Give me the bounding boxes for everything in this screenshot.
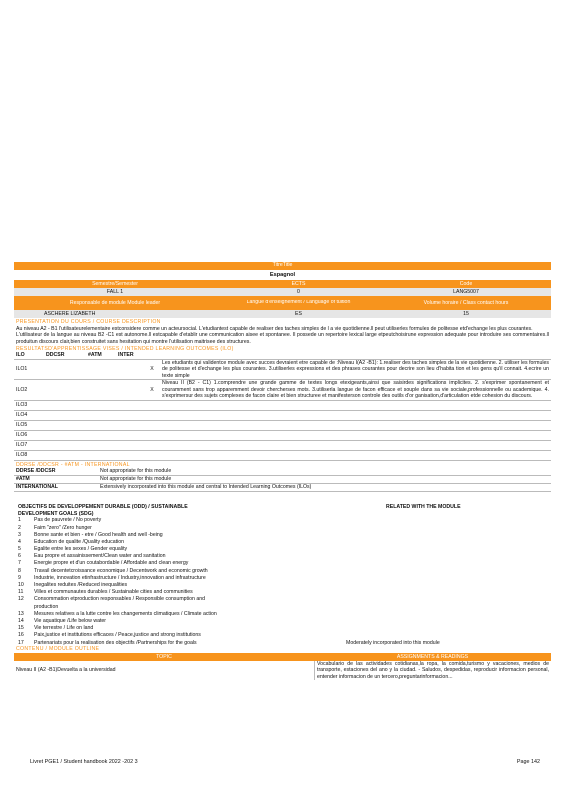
ilo-id: ILO4 [16,411,28,418]
presentation-paragraph-2: L'utilisateur de la langue au niveau B2 -C1 est autonome.ll estcapable d'etablir une communication aisee et spontanee. Il possede un repertoire lexical large etpeutchoisirune expression adequate pour introduire ses commentaires.ll produitun discours clair,bien construitet sans hesitation qui montre l'utilisation maitrisee des structures. [16,332,549,345]
odd-number: 16 [18,632,24,639]
ddcsr-label: DDRSE /DDCSR [16,468,56,475]
ects-value: 0 [297,288,300,295]
responsible-value-row [14,310,551,318]
ilo-row [14,451,551,461]
semester-value: FALL 1 [106,288,124,295]
odd-goal: Bonne sante et bien - etre / Good health and well -being [34,531,163,538]
ddcsr-heading: DDRSE /DDCSR - #ATM - INTERNATIONAL [16,461,130,468]
odd-number: 5 [18,546,21,553]
odd-goal: Paix,justice et institutions efficaces / Peace,justice and strong institutions [34,632,201,639]
ilo-rows [14,360,551,461]
hours-value: 15 [463,310,469,317]
ddcsr-rows [14,468,551,492]
responsible-label: Responsable de module Module leader [69,299,161,306]
ilo-row [14,401,551,411]
responsible-value: ASCHERE LIZABETH [44,310,96,317]
ilo-id: ILO2 [16,386,28,393]
odd-rows [14,517,551,646]
odd-row [14,610,551,617]
content-heading: CONTENU / MODULE OUTLINE [16,646,100,653]
ilo-row [14,421,551,431]
presentation-paragraph-1: Au niveau A2 - B1 l'utilisateurelementaire estconsidere comme un acteursocial. L'etudiantest capable de realiser des taches simples de l a vie quotidienne.ll peut utiliserles formules de politesse etd'echange les plus courantes. [16,325,533,332]
ects-label: ECTS [291,280,306,287]
course-sheet [14,262,551,680]
odd-number: 7 [18,560,21,567]
topic-label: TOPIC [156,653,172,660]
odd-goal: Consommation etproduction responsables / Responsible consumption and [34,596,206,603]
odd-number: 6 [18,553,21,560]
ilo-row [14,411,551,421]
ilo-mark: X [150,366,154,372]
odd-row [14,524,551,531]
code-value: LANG5007 [453,288,479,295]
odd-number: 14 [18,617,24,624]
odd-heading-2: DEVELOPMENT GOALS (SDG) [18,510,94,517]
odd-goal: Travail decentetcroissance economique / Decentwork and economic growth [34,567,208,574]
ilo-description: Niveau II (B2 - C1) 1.comprendre une grande gamme de textes longs etexigeants,ainsi que saisirdes significations implicites. 2. s'exprimer spontanement et couramment sans trop apparemment devoir chercherses mots. 3.utiliserla langue de facon efficace et souple dans sa vie sociale,professionnelle ou academique. 4. s'exprimersur des sujets complexes de facon claire et bien structuree et manifesterson controle des outils d'or ganisation,d'articulation etde cohesion du discours. [162,380,549,399]
semester-header-row [14,280,551,288]
odd-number: 10 [18,582,24,589]
assignments-value: Vocabulario de las actividades cotidianas,la ropa, la comida,turismo y vacaciones, medios de transporte, estaciones del ano y la ciudad. - Saludos, despedidas, reproducir informacion personal, entender informacion de un tercero,preguntarinformacion... [314,661,551,681]
odd-number: 15 [18,625,24,632]
odd-number: 8 [18,567,21,574]
ilo-col-ddcsr: DDCSR [46,352,65,359]
odd-goal: Energie propre et d'un coutabordable / Affordable and clean energy [34,560,189,567]
ddcsr-value: Extensively incorporated into this module and central to Intended Learning Outcomes (ILOs) [100,484,312,491]
odd-number: 11 [18,589,24,596]
odd-row [14,596,551,603]
odd-row [14,625,551,632]
odd-goal: Partenariats pour la realisation des objectifs /Partnerships for the goals [34,639,197,646]
odd-number: 2 [18,524,21,531]
ilo-row [14,380,551,401]
odd-goal: Eau propre et assainissement/Clean water and sanitation [34,553,166,560]
ddcsr-label: #ATM [16,476,30,483]
ilo-row [14,360,551,381]
odd-related: Moderately incorporated into this module [346,639,440,646]
ilo-id: ILO5 [16,421,28,428]
ddcsr-value: Not appropriate for this module [100,476,172,483]
odd-row [14,639,551,646]
odd-row [14,603,551,610]
ddcsr-row [14,476,551,484]
ilo-id: ILO6 [16,431,28,438]
odd-number: 13 [18,610,24,617]
ilo-description: Les etudiants qui validentce module avec succes devraient etre capable de :Niveau I(A2 -B1): 1.realiser des taches simples de la vie quotidienne. 2. utiliser les formules de politesse et d'echange les plus courantes. 3.utiliserles expressions et des phrases courantes pour decrire son lieu d'habita tion et les gens qu'il connait. 4.ecrire un texte simple [162,359,549,379]
ilo-col-atm: #ATM [88,352,102,359]
course-title: Espagnol [269,271,296,278]
odd-goal: production [34,603,59,610]
odd-row [14,531,551,538]
language-label: Langue d'enseignement / Language of tuition [246,300,351,306]
odd-number: 12 [18,596,24,603]
odd-row [14,553,551,560]
ilo-col-inter: INTER [118,352,134,359]
presentation-heading: PRESENTATION DU COURS / COURSE DESCRIPTION [16,319,161,325]
semester-value-row [14,288,551,296]
odd-row [14,618,551,625]
odd-row [14,582,551,589]
odd-number: 1 [18,517,21,524]
odd-goal: Inegalites reduites /Reduced inequalities [34,582,128,589]
odd-row [14,560,551,567]
ilo-header-row [14,353,551,360]
odd-goal: Education de qualite /Quality education [34,538,124,545]
topic-value: Niveau II (A2 -B1)Devuelta a la universidad [16,667,116,674]
odd-number: 4 [18,538,21,545]
odd-number: 3 [18,531,21,538]
ilo-col-ilo: ILO [16,352,25,359]
odd-row [14,575,551,582]
odd-heading-1: OBJECTIFS DE DEVELOPPEMENT DURABLE (ODD) / SUSTAINABLE [18,504,188,510]
ilo-id: ILO7 [16,441,28,448]
responsible-header-row [14,296,551,310]
odd-goal: Pas de pauvrete / No poverty [34,517,102,524]
odd-number: 9 [18,574,21,581]
assignments-label: ASSIGNMENTS & READINGS [396,653,469,660]
title-value-row [14,270,551,280]
footer-left: Livret PGE1 / Student handbook 2022 -202 3 [30,759,138,765]
odd-goal: Villes et communautes durables / Sustainable cities and communities [34,589,193,596]
odd-number: 17 [18,639,24,646]
odd-row [14,589,551,596]
odd-goal: Mesures relatives a la lutte contre les changements climatiques / Climate action [34,610,217,617]
ddcsr-label: INTERNATIONAL [16,484,58,491]
code-label: Code [459,280,473,287]
content-row [14,661,551,681]
odd-goal: Faim "zero" /Zero hunger [34,524,92,531]
odd-row [14,517,551,524]
ilo-row [14,441,551,451]
ilo-id: ILO8 [16,451,28,458]
page-number: Page 142 [516,759,540,765]
odd-heading-related: RELATED WITH THE MODULE [386,504,461,510]
odd-goal: Vie aquatique /Life below water [34,617,107,624]
odd-row [14,546,551,553]
ilo-row [14,431,551,441]
ilo-id: ILO1 [16,366,28,372]
title-label-row [14,262,551,270]
ddcsr-row [14,468,551,476]
odd-header [14,504,551,517]
content-header-row [14,653,551,661]
title-label: TitreTitle [272,262,293,268]
semester-label: Semestre/Semester [92,280,138,287]
ilo-heading: RESULTATSD'APPRENTISSAGE VISES / INTENDED LEARNING OUTCOMES (ILO) [16,346,234,352]
odd-row [14,632,551,639]
language-value: ES [295,310,302,317]
ddcsr-row [14,484,551,492]
hours-label: Volume horaire / Class contact hours [423,299,509,306]
odd-row [14,567,551,574]
odd-row [14,539,551,546]
odd-goal: Vie terrestre / Life on land [34,625,94,632]
odd-goal: Egalite entre les sexes / Gender equality [34,546,128,553]
ddcsr-value: Not appropriate for this module [100,468,172,475]
ilo-id: ILO3 [16,401,28,408]
ilo-mark: X [150,386,154,393]
page-footer [30,759,540,766]
odd-goal: Industrie, innovation etinfrastructure / Industry,innovation and infrastructure [34,574,206,581]
